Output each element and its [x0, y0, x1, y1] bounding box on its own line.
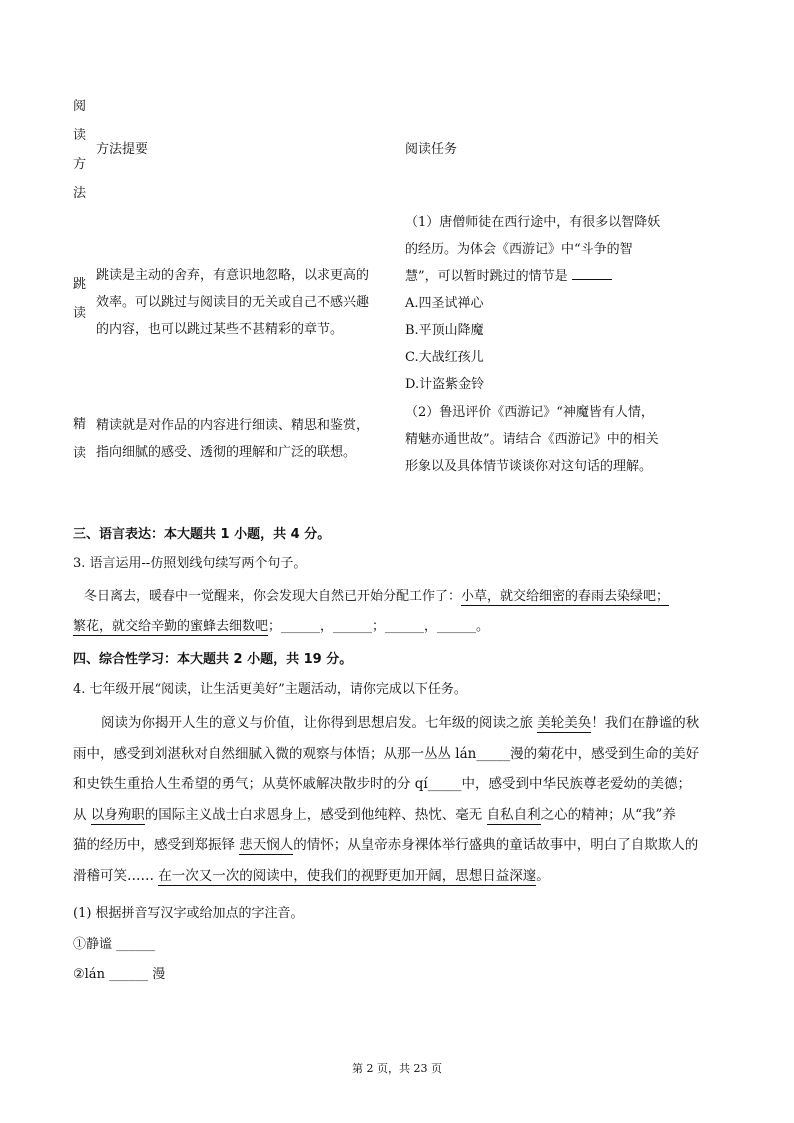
option-c: C.大战红孩儿	[405, 350, 484, 365]
option-d: D.计盗紫金铃	[405, 377, 485, 392]
section3-heading: 三、语言表达：本大题共 1 小题，共 4 分。	[73, 527, 331, 542]
intensive-task: （2）鲁迅评价《西游记》“神魔皆有人情， 精魅亦通世故”。请结合《西游记》中的相关 形象以及具体情节谈谈你对这句话的理解。	[405, 405, 659, 474]
intensive-label: 精 读	[73, 417, 87, 461]
question3-line1: 冬日离去，暖春中一觉醒来，你会发现大自然已开始分配工作了：小草，就交给细密的春雨去染绿吧；	[84, 589, 670, 604]
skim-label: 跳 读	[73, 277, 87, 321]
question3-title: 3. 语言运用--仿照划线句续写两个句子。	[73, 556, 307, 571]
skim-task: （1）唐僧师徒在西行途中，有很多以智降妖 的经历。为体会《西游记》中“斗争的智 慧”，可以暂时跳过的情节是 A.四圣试禅心 B.平顶山降魔 C.大战红孩儿 D.计盗紫金铃	[405, 209, 660, 398]
option-b: B.平顶山降魔	[405, 323, 484, 338]
skim-method: 跳读是主动的舍弃，有意识地忽略，以求更高的 效率。可以跳过与阅读目的无关或自己不感兴趣 的内容，也可以跳过某些不甚精彩的章节。	[96, 268, 370, 337]
option-a: A.四圣试禅心	[405, 296, 484, 311]
answer-blank[interactable]	[572, 267, 612, 280]
section4-heading: 四、综合性学习：本大题共 2 小题，共 19 分。	[73, 652, 353, 667]
question4-title: 4. 七年级开展“阅读，让生活更美好”主题活动，请你完成以下任务。	[73, 682, 467, 697]
subquestion-1: (1) 根据拼音写汉字或给加点的字注音。	[73, 906, 304, 921]
table-header-method: 方法提要	[96, 142, 149, 157]
table-header-col1: 阅 读 方 法	[73, 99, 87, 201]
subquestion-1-item1: ①静谧 ______	[73, 937, 156, 952]
page-number: 第 2 页，共 23 页	[352, 1062, 442, 1075]
question3-line2: 繁花，就交给辛勤的蜜蜂去细数吧；______，______；______，______。	[73, 619, 490, 634]
intensive-method: 精读就是对作品的内容进行细读、精思和鉴赏， 指向细腻的感受、透彻的理解和广泛的联想。	[96, 418, 370, 460]
skim-task-answer-line: 慧”，可以暂时跳过的情节是	[405, 263, 660, 290]
subquestion-1-item2: ②lán ______ 漫	[73, 967, 166, 982]
table-header-task: 阅读任务	[405, 142, 458, 157]
question4-passage: 阅读为你揭开人生的意义与价值，让你得到思想启发。七年级的阅读之旅 美轮美奂！我们在静谧的秋 雨中，感受到刘湛秋对自然细腻入微的观察与体悟；从那一丛丛 lán_____漫的菊花中，感受到生命的美好 和史铁生重拾人生希望的勇气；从莫怀戚解决散步时的分 qí_____中，感受到中华民族尊老爱幼的美德； 从 以身殉职的国际主义战士白求恩身上，感受到他纯粹、热忱、毫无 自私自利之心的精神；从“我”养 猫的经历中，感受到郑振铎 悲天悯人的情怀；从皇帝赤身裸体举行盛典的童话故事中，明白了自欺欺人的 滑稽可笑…… 在一次又一次的阅读中，使我们的视野更加开阔，思想日益深邃。	[73, 715, 700, 884]
